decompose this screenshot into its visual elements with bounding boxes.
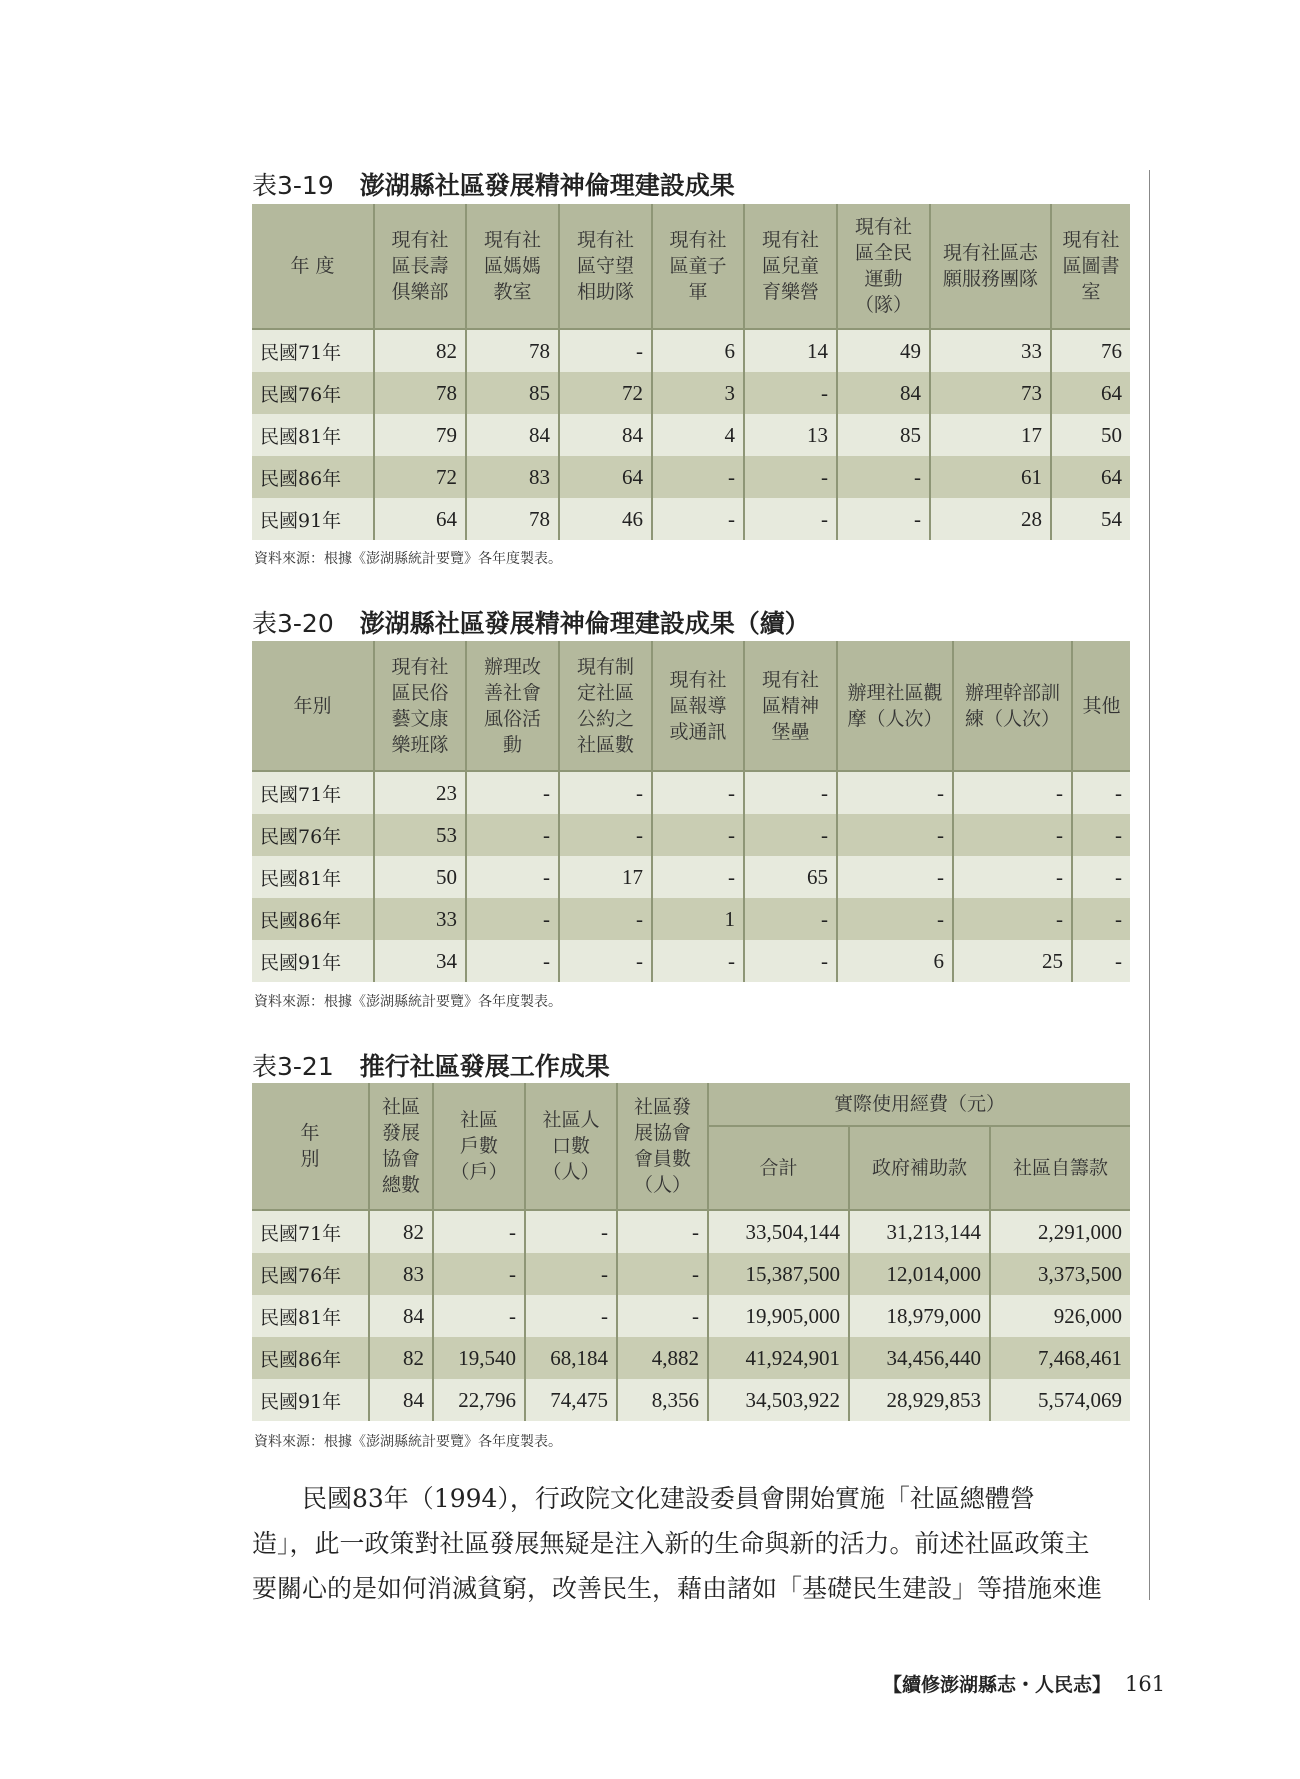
table-number: 表3-21 — [252, 1052, 334, 1081]
row-year: 民國81年 — [252, 1295, 369, 1337]
table-cell: - — [837, 898, 953, 940]
table-cell: 926,000 — [990, 1295, 1130, 1337]
table-cell: - — [837, 814, 953, 856]
table-row — [252, 456, 1130, 498]
table-cell: 64 — [559, 456, 652, 498]
column-header: 現有社 區媽媽 教室 — [466, 204, 559, 329]
table-3-19-source: 資料來源：根據《澎湖縣統計要覽》各年度製表。 — [254, 551, 562, 567]
table-cell: 6 — [652, 329, 744, 372]
table-cell: - — [1072, 940, 1130, 982]
table-row — [252, 372, 1130, 414]
table-cell: 33 — [374, 898, 466, 940]
table-title-text: 澎湖縣社區發展精神倫理建設成果 — [359, 171, 735, 200]
table-cell: - — [617, 1210, 708, 1253]
row-year: 民國91年 — [252, 940, 374, 982]
table-row — [252, 940, 1130, 982]
table-cell: 64 — [1051, 372, 1130, 414]
table-cell: 3,373,500 — [990, 1253, 1130, 1295]
column-header: 現有社 區兒童 育樂營 — [744, 204, 837, 329]
table-cell: 1 — [652, 898, 744, 940]
table-cell: 18,979,000 — [849, 1295, 990, 1337]
column-header: 現有社 區全民 運動 （隊） — [837, 204, 930, 329]
table-title-text: 推行社區發展工作成果 — [359, 1052, 610, 1081]
table-3-21-title — [252, 1047, 610, 1083]
table-cell: 73 — [930, 372, 1051, 414]
column-header: 社區發 展協會 會員數 （人） — [617, 1083, 708, 1210]
table-cell: 22,796 — [433, 1379, 525, 1421]
table-cell: 4 — [652, 414, 744, 456]
table-cell: 6 — [837, 940, 953, 982]
column-header: 社區 發展 協會 總數 — [369, 1083, 433, 1210]
column-header: 現有社 區長壽 俱樂部 — [374, 204, 466, 329]
margin-rule — [1149, 170, 1150, 1600]
column-header: 年 別 — [252, 1083, 369, 1210]
table-cell: 82 — [369, 1337, 433, 1379]
column-header: 現有社 區圖書 室 — [1051, 204, 1130, 329]
row-year: 民國76年 — [252, 814, 374, 856]
row-year: 民國71年 — [252, 771, 374, 814]
table-cell: 33 — [930, 329, 1051, 372]
column-header: 現有社 區守望 相助隊 — [559, 204, 652, 329]
table-cell: - — [652, 814, 744, 856]
table-cell: 31,213,144 — [849, 1210, 990, 1253]
table-cell: 61 — [930, 456, 1051, 498]
table-cell: 15,387,500 — [708, 1253, 849, 1295]
table-cell: - — [837, 498, 930, 540]
table-cell: 2,291,000 — [990, 1210, 1130, 1253]
table-cell: 14 — [744, 329, 837, 372]
table-cell: 33,504,144 — [708, 1210, 849, 1253]
column-header: 現有社 區報導 或通訊 — [652, 641, 744, 771]
table-cell: 84 — [466, 414, 559, 456]
table-number: 表3-20 — [252, 609, 334, 638]
table-3-19 — [252, 204, 1130, 540]
column-header: 年 度 — [252, 204, 374, 329]
table-cell: 25 — [953, 940, 1072, 982]
table-row — [252, 814, 1130, 856]
table-cell: - — [1072, 856, 1130, 898]
table-cell: 19,540 — [433, 1337, 525, 1379]
table-cell: 64 — [1051, 456, 1130, 498]
table-cell: 12,014,000 — [849, 1253, 990, 1295]
paragraph-line: 民國83年（1994），行政院文化建設委員會開始實施「社區總體營 — [252, 1484, 1035, 1513]
table-cell: - — [652, 940, 744, 982]
table-cell: 78 — [374, 372, 466, 414]
table-3-20-source: 資料來源：根據《澎湖縣統計要覽》各年度製表。 — [254, 994, 562, 1010]
table-cell: - — [1072, 814, 1130, 856]
table-cell: - — [1072, 898, 1130, 940]
table-row — [252, 1379, 1130, 1421]
table-row — [252, 1210, 1130, 1253]
table-row — [252, 1295, 1130, 1337]
table-cell: 17 — [559, 856, 652, 898]
column-header: 辦理改 善社會 風俗活 動 — [466, 641, 559, 771]
column-header: 其他 — [1072, 641, 1130, 771]
table-cell: - — [652, 498, 744, 540]
book-title: 【續修澎湖縣志・人民志】 — [883, 1674, 1112, 1696]
table-cell: - — [466, 898, 559, 940]
table-row — [252, 856, 1130, 898]
row-year: 民國86年 — [252, 898, 374, 940]
table-cell: 72 — [559, 372, 652, 414]
table-cell: - — [433, 1253, 525, 1295]
table-cell: 50 — [1051, 414, 1130, 456]
column-header: 辦理社區觀 摩（人次） — [837, 641, 953, 771]
table-cell: - — [466, 940, 559, 982]
table-cell: - — [466, 856, 559, 898]
row-year: 民國81年 — [252, 856, 374, 898]
sub-column-header: 政府補助款 — [849, 1126, 990, 1210]
table-cell: - — [559, 898, 652, 940]
body-paragraph — [252, 1476, 1132, 1611]
table-cell: 83 — [369, 1253, 433, 1295]
table-cell: - — [652, 771, 744, 814]
table-3-19-title — [252, 166, 735, 202]
row-year: 民國76年 — [252, 1253, 369, 1295]
row-year: 民國81年 — [252, 414, 374, 456]
table-cell: - — [559, 329, 652, 372]
group-header: 實際使用經費（元） — [708, 1083, 1130, 1126]
row-year: 民國76年 — [252, 372, 374, 414]
table-cell: 28 — [930, 498, 1051, 540]
table-cell: - — [953, 898, 1072, 940]
column-header: 現有社 區童子 軍 — [652, 204, 744, 329]
table-cell: 46 — [559, 498, 652, 540]
table-cell: 82 — [374, 329, 466, 372]
table-cell: - — [525, 1295, 617, 1337]
table-cell: 84 — [369, 1295, 433, 1337]
table-row — [252, 771, 1130, 814]
row-year: 民國86年 — [252, 1337, 369, 1379]
table-cell: - — [617, 1253, 708, 1295]
table-row — [252, 898, 1130, 940]
table-cell: 79 — [374, 414, 466, 456]
table-3-21-source: 資料來源：根據《澎湖縣統計要覽》各年度製表。 — [254, 1434, 562, 1450]
table-cell: 49 — [837, 329, 930, 372]
table-cell: - — [433, 1295, 525, 1337]
table-title-text: 澎湖縣社區發展精神倫理建設成果（續） — [359, 609, 810, 638]
row-year: 民國91年 — [252, 1379, 369, 1421]
table-cell: - — [525, 1253, 617, 1295]
column-header: 現有制 定社區 公約之 社區數 — [559, 641, 652, 771]
table-cell: 13 — [744, 414, 837, 456]
sub-column-header: 社區自籌款 — [990, 1126, 1130, 1210]
table-cell: 83 — [466, 456, 559, 498]
table-cell: 65 — [744, 856, 837, 898]
column-header: 現有社 區民俗 藝文康 樂班隊 — [374, 641, 466, 771]
table-cell: 8,356 — [617, 1379, 708, 1421]
table-cell: 82 — [369, 1210, 433, 1253]
table-cell: 68,184 — [525, 1337, 617, 1379]
column-header: 社區人 口數 （人） — [525, 1083, 617, 1210]
table-row — [252, 498, 1130, 540]
table-cell: 50 — [374, 856, 466, 898]
row-year: 民國71年 — [252, 1210, 369, 1253]
table-3-20 — [252, 641, 1130, 982]
table-cell: - — [744, 498, 837, 540]
table-cell: 72 — [374, 456, 466, 498]
table-cell: - — [744, 456, 837, 498]
table-cell: - — [466, 771, 559, 814]
table-row — [252, 414, 1130, 456]
table-cell: 74,475 — [525, 1379, 617, 1421]
table-cell: 34 — [374, 940, 466, 982]
table-cell: - — [744, 898, 837, 940]
table-cell: 78 — [466, 498, 559, 540]
table-3-21 — [252, 1083, 1130, 1421]
column-header: 社區 戶數 （戶） — [433, 1083, 525, 1210]
page-number: 161 — [1125, 1672, 1166, 1696]
paragraph-line: 造」，此一政策對社區發展無疑是注入新的生命與新的活力。前述社區政策主 — [252, 1529, 1090, 1558]
table-cell: 17 — [930, 414, 1051, 456]
table-cell: - — [953, 771, 1072, 814]
table-cell: 54 — [1051, 498, 1130, 540]
table-cell: 64 — [374, 498, 466, 540]
table-cell: - — [837, 856, 953, 898]
table-cell: - — [837, 456, 930, 498]
table-cell: 84 — [837, 372, 930, 414]
table-cell: - — [744, 940, 837, 982]
table-cell: 85 — [837, 414, 930, 456]
table-cell: 41,924,901 — [708, 1337, 849, 1379]
row-year: 民國86年 — [252, 456, 374, 498]
table-cell: - — [744, 771, 837, 814]
table-cell: 34,503,922 — [708, 1379, 849, 1421]
table-cell: - — [433, 1210, 525, 1253]
table-cell: 4,882 — [617, 1337, 708, 1379]
table-cell: - — [1072, 771, 1130, 814]
table-cell: 76 — [1051, 329, 1130, 372]
page-footer — [883, 1670, 1165, 1697]
table-row — [252, 329, 1130, 372]
table-cell: - — [652, 456, 744, 498]
table-cell: - — [617, 1295, 708, 1337]
row-year: 民國71年 — [252, 329, 374, 372]
table-row — [252, 1337, 1130, 1379]
column-header: 年別 — [252, 641, 374, 771]
table-cell: 19,905,000 — [708, 1295, 849, 1337]
table-cell: - — [559, 771, 652, 814]
table-cell: 3 — [652, 372, 744, 414]
table-number: 表3-19 — [252, 171, 334, 200]
column-header: 現有社 區精神 堡壘 — [744, 641, 837, 771]
table-cell: 34,456,440 — [849, 1337, 990, 1379]
table-cell: - — [525, 1210, 617, 1253]
table-cell: 7,468,461 — [990, 1337, 1130, 1379]
table-cell: 78 — [466, 329, 559, 372]
row-year: 民國91年 — [252, 498, 374, 540]
table-cell: - — [559, 814, 652, 856]
table-3-20-title — [252, 604, 810, 640]
table-cell: - — [744, 814, 837, 856]
table-cell: - — [559, 940, 652, 982]
table-cell: 23 — [374, 771, 466, 814]
table-cell: - — [744, 372, 837, 414]
table-cell: 84 — [559, 414, 652, 456]
paragraph-line: 要關心的是如何消滅貧窮，改善民生，藉由諸如「基礎民生建設」等措施來進 — [252, 1574, 1103, 1603]
column-header: 辦理幹部訓 練（人次） — [953, 641, 1072, 771]
table-cell: - — [953, 814, 1072, 856]
table-row — [252, 1253, 1130, 1295]
column-header: 現有社區志 願服務團隊 — [930, 204, 1051, 329]
table-cell: - — [466, 814, 559, 856]
table-cell: 53 — [374, 814, 466, 856]
table-cell: - — [652, 856, 744, 898]
table-cell: 84 — [369, 1379, 433, 1421]
table-cell: - — [837, 771, 953, 814]
table-cell: - — [953, 856, 1072, 898]
table-cell: 85 — [466, 372, 559, 414]
table-cell: 5,574,069 — [990, 1379, 1130, 1421]
sub-column-header: 合計 — [708, 1126, 849, 1210]
table-cell: 28,929,853 — [849, 1379, 990, 1421]
